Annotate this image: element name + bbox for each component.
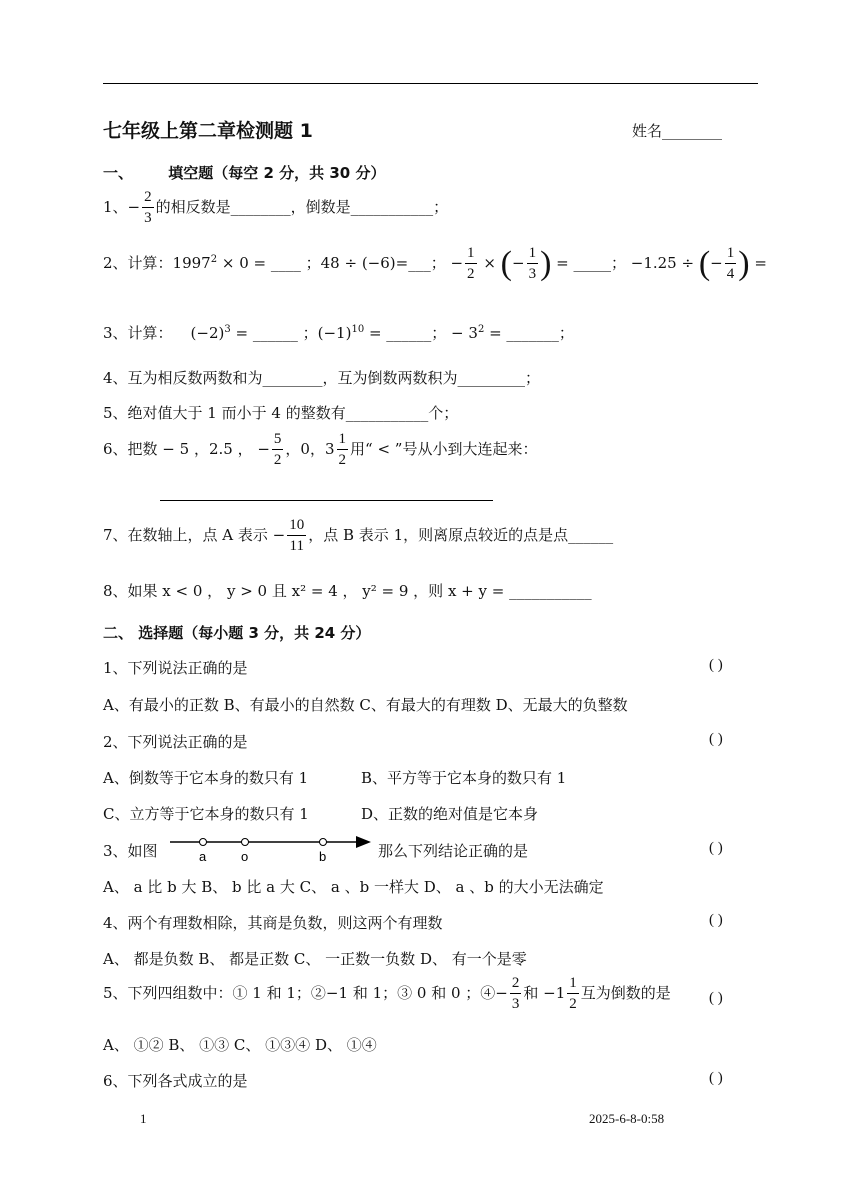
answer-line	[160, 500, 493, 501]
mixed-fraction: $\frac{1}{2}$	[569, 975, 577, 1012]
question-2-5: 5、下列四组数中：① 1 和 1；②−1 和 1；③ 0 和 0 ；④− $\frac{2}{3}$ 和 −1 $\frac{1}{2}$ 互为倒数的是	[103, 975, 671, 1012]
page-title: 七年级上第二章检测题 1	[103, 120, 313, 142]
mixed-fraction: $\frac{1}{2}$	[338, 431, 347, 468]
question-2-3-tail: 那么下列结论正确的是	[378, 842, 529, 860]
question-1-4: 4、互为相反数两数和为________，互为倒数两数积为_________；	[103, 369, 541, 387]
answer-paren: ( )	[709, 657, 723, 673]
question-2-1: 1、下列说法正确的是	[103, 659, 248, 677]
top-rule	[103, 83, 758, 84]
question-2-5-options: A、 ①② B、 ①③ C、 ①③④ D、 ①④	[103, 1036, 377, 1054]
question-1-3: 3、计算： $(-2)^3$ = ______ ；$(-1)^{10}$ = ______； − $3^2$ = _______；	[103, 324, 574, 342]
answer-paren: ( )	[709, 990, 723, 1006]
label-a: a	[199, 849, 207, 864]
option-d: D、正数的绝对值是它本身	[361, 805, 539, 823]
number-line-diagram	[168, 830, 378, 866]
question-1-2: 2、计算：$1997^2 \times 0$ = ____ ；48 ÷ (−6)=___； − $\frac{1}{2}$ × (− $\frac{1}{3}$ ) = _____； −1.25 ÷ (− $\frac{1}{4}$ ) =	[103, 245, 767, 282]
section1-heading	[103, 162, 385, 183]
label-o: o	[241, 849, 249, 864]
question-2-4-options: A、 都是负数 B、 都是正数 C、 一正数一负数 D、 有一个是零	[103, 950, 527, 968]
question-1-1: 1、− $\frac{2}{3}$ 的相反数是________，倒数是___________；	[103, 189, 449, 226]
answer-paren: ( )	[709, 840, 723, 856]
question-1-8: 8、如果 x < 0 ， y > 0 且 x² = 4 ， y² = 9 ，则 x + y = ___________	[103, 582, 592, 600]
option-c: C、立方等于它本身的数只有 1	[103, 805, 309, 823]
answer-paren: ( )	[709, 731, 723, 747]
question-2-3: 3、如图	[103, 842, 158, 860]
fraction: $\frac{1}{3}$	[528, 245, 537, 282]
fraction: $\frac{5}{2}$	[273, 431, 282, 468]
question-1-5: 5、绝对值大于 1 而小于 4 的整数有___________个；	[103, 404, 459, 422]
section2-heading: 二、 选择题（每小题 3 分，共 24 分）	[103, 624, 371, 642]
question-2-4: 4、两个有理数相除，其商是负数，则这两个有理数	[103, 914, 443, 932]
question-2-1-options: A、有最小的正数 B、有最小的自然数 C、有最大的有理数 D、无最大的负整数	[103, 696, 628, 714]
answer-paren: ( )	[709, 912, 723, 928]
footer-timestamp: 2025-6-8-0:58	[589, 1111, 665, 1126]
option-b: B、平方等于它本身的数只有 1	[361, 769, 567, 787]
fraction: $\frac{2}{3}$	[511, 975, 520, 1012]
label-b: b	[319, 849, 327, 864]
section1-title: 填空题（每空 2 分，共 30 分）	[168, 164, 386, 182]
fraction: $\frac{1}{4}$	[726, 245, 735, 282]
fraction: $\frac{10}{11}$	[289, 517, 305, 554]
page-number: 1	[140, 1111, 147, 1126]
question-2-3-options: A、 a 比 b 大 B、 b 比 a 大 C、 a 、b 一样大 D、 a 、b 的大小无法确定	[103, 878, 604, 896]
section1-number: 一、	[103, 164, 134, 182]
fraction: $\frac{2}{3}$	[144, 189, 152, 226]
fraction: $\frac{1}{2}$	[467, 245, 475, 282]
question-1-6: 6、把数 − 5 ，2.5 ， − $\frac{5}{2}$ ，0，3 $\frac{1}{2}$ 用“ < ”号从小到大连起来：	[103, 431, 538, 468]
option-a: A、倒数等于它本身的数只有 1	[103, 769, 309, 787]
question-2-2: 2、下列说法正确的是	[103, 733, 248, 751]
name-field-label: 姓名________	[632, 122, 723, 140]
question-1-7: 7、在数轴上，点 A 表示 − $\frac{10}{11}$ ，点 B 表示 1，则离原点较近的点是点______	[103, 517, 614, 554]
answer-paren: ( )	[709, 1070, 723, 1086]
question-2-6: 6、下列各式成立的是	[103, 1072, 248, 1090]
